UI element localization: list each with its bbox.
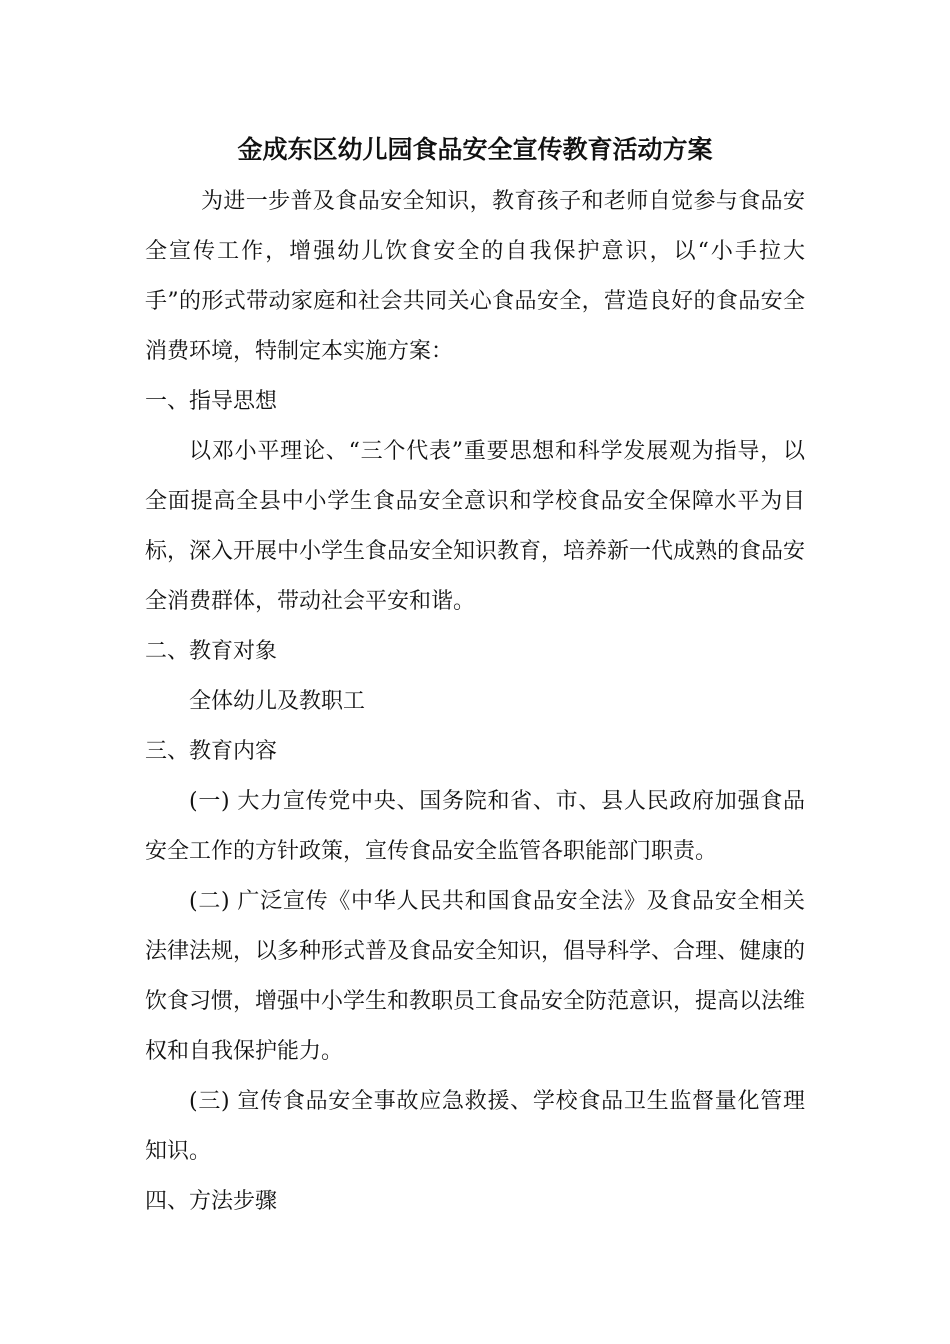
- guiding-ideology-paragraph: 以邓小平理论、“三个代表”重要思想和科学发展观为指导，以全面提高全县中小学生食品安全意识和学校食品安全保障水平为目标，深入开展中小学生食品安全知识教育，培养新一代成熟的食品安全消费群体，带动社会平安和谐。: [145, 439, 806, 614]
- education-content-item-2: (二) 广泛宣传《中华人民共和国食品安全法》及食品安全相关法律法规，以多种形式普及食品安全知识，倡导科学、合理、健康的饮食习惯，增强中小学生和教职员工食品安全防范意识，提高以法维权和自我保护能力。: [145, 889, 806, 1064]
- education-content-item-3: (三) 宣传食品安全事故应急救援、学校食品卫生监督量化管理知识。: [145, 1089, 805, 1164]
- intro-paragraph: 为进一步普及食品安全知识，教育孩子和老师自觉参与食品安全宣传工作，增强幼儿饮食安全的自我保护意识，以“小手拉大手”的形式带动家庭和社会共同关心食品安全，营造良好的食品安全消费环境，特制定本实施方案：: [145, 189, 805, 364]
- education-content-item-1: (一) 大力宣传党中央、国务院和省、市、县人民政府加强食品安全工作的方针政策，宣传食品安全监管各职能部门职责。: [145, 789, 805, 864]
- section-heading-education-target: 二、教育对象: [145, 639, 278, 664]
- section-heading-guiding-ideology: 一、指导思想: [145, 389, 278, 414]
- section-heading-method-steps: 四、方法步骤: [145, 1189, 278, 1214]
- section-heading-education-content: 三、教育内容: [145, 739, 278, 764]
- document-title: 金成东区幼儿园食品安全宣传教育活动方案: [237, 135, 713, 164]
- document-body: [145, 177, 805, 1227]
- education-target-paragraph: 全体幼儿及教职工: [189, 689, 366, 714]
